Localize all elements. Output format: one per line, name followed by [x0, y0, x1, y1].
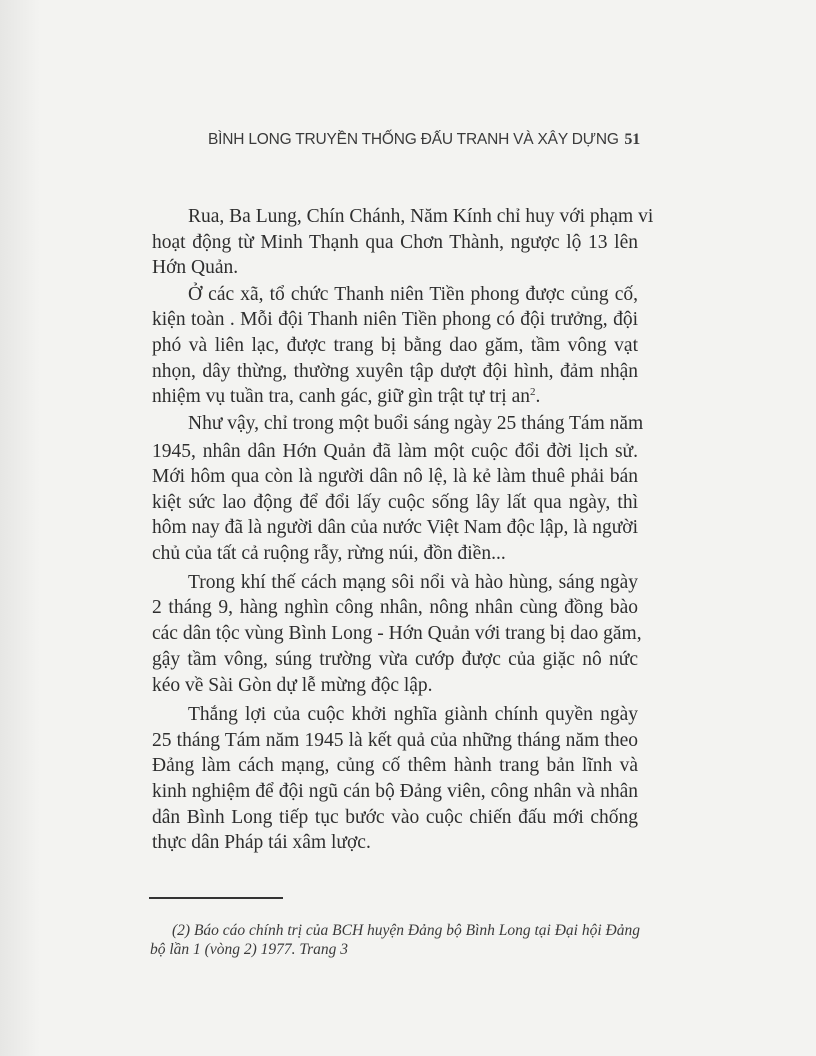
running-header: [208, 131, 640, 155]
text-line: [152, 753, 638, 779]
scan-shadow: [0, 0, 40, 1056]
text-line-content: các dân tộc vùng Bình Long - Hớn Quản với trang bị dao găm,: [152, 623, 642, 644]
text-line-content: Đảng làm cách mạng, củng cố thêm hành trang bản lĩnh và: [152, 755, 638, 776]
text-line: [152, 647, 638, 673]
text-line: [152, 359, 638, 385]
text-line-content: kiện toàn . Mỗi đội Thanh niên Tiền phong có đội trưởng, đội: [152, 309, 638, 330]
text-line-content: Như vậy, chỉ trong một buổi sáng ngày 25 tháng Tám năm: [188, 413, 644, 434]
header-title: BÌNH LONG TRUYỀN THỐNG ĐẤU TRANH VÀ XÂY DỰNG: [208, 131, 619, 148]
text-line: [152, 830, 638, 856]
text-line: [152, 595, 638, 621]
text-line-content: Thắng lợi của cuộc khởi nghĩa giành chính quyền ngày: [188, 704, 638, 725]
text-line: [152, 439, 638, 465]
text-line: [152, 541, 638, 567]
text-line-content: nhiệm vụ tuần tra, canh gác, giữ gìn trật tự trị an: [152, 386, 530, 407]
page-number: 51: [624, 131, 640, 148]
text-line-content: 25 tháng Tám năm 1945 là kết quả của những tháng năm theo: [152, 730, 638, 751]
text-line: [152, 384, 638, 410]
text-line-content: Mới hôm qua còn là người dân nô lệ, là kẻ làm thuê phải bán: [152, 466, 638, 487]
text-line: [152, 490, 638, 516]
text-line-content: dân Bình Long tiếp tục bước vào cuộc chiến đấu mới chống: [152, 807, 638, 828]
text-line-content: kinh nghiệm để đội ngũ cán bộ Đảng viên, công nhân và nhân: [152, 781, 638, 802]
text-line: [152, 515, 638, 541]
punctuation: .: [535, 386, 541, 407]
text-line-content: nhọn, dây thừng, thường xuyên tập dượt đội hình, đảm nhận: [152, 361, 638, 382]
footnote-line: bộ lần 1 (vòng 2) 1977. Trang 3: [150, 941, 349, 958]
text-line-content: gậy tầm vông, súng trường vừa cướp được của giặc nô nức: [152, 649, 638, 670]
text-line-content: hoạt động từ Minh Thạnh qua Chơn Thành, ngược lộ 13 lên: [152, 232, 638, 253]
text-line-content: 1945, nhân dân Hớn Quản đã làm một cuộc đổi đời lịch sử.: [152, 441, 638, 462]
footnote-rule: [149, 897, 283, 899]
text-line: [152, 333, 638, 359]
text-line: [152, 673, 638, 699]
text-line: [152, 230, 638, 256]
footnote-line: (2) Báo cáo chính trị của BCH huyện Đảng bộ Bình Long tại Đại hội Đảng: [172, 922, 640, 939]
text-line-content: Rua, Ba Lung, Chín Chánh, Năm Kính chỉ huy với phạm vi: [188, 206, 654, 227]
text-line-content: chủ của tất cả ruộng rẫy, rừng núi, đồn điền...: [152, 543, 506, 564]
text-line: [152, 805, 638, 831]
text-line: [152, 307, 638, 333]
text-line: [152, 728, 638, 754]
text-line: [152, 779, 638, 805]
text-line: [188, 702, 638, 728]
text-line-content: hôm nay đã là người dân của nước Việt Nam độc lập, là người: [152, 517, 638, 538]
text-line-content: Hớn Quản.: [152, 257, 239, 278]
text-line-content: Trong khí thế cách mạng sôi nổi và hào hùng, sáng ngày: [188, 572, 638, 593]
text-line-content: Ở các xã, tổ chức Thanh niên Tiền phong được củng cố,: [188, 284, 638, 305]
text-line-content: thực dân Pháp tái xâm lược.: [152, 832, 371, 853]
footnote-reference: 2: [529, 386, 536, 398]
text-line-content: 2 tháng 9, hàng nghìn công nhân, nông nhân cùng đồng bào: [152, 597, 638, 618]
text-line: [188, 570, 638, 596]
text-line: [188, 204, 654, 230]
text-line: [152, 464, 638, 490]
text-line: [152, 255, 638, 281]
text-line-content: kiệt sức lao động để đổi lấy cuộc sống lây lất qua ngày, thì: [152, 492, 638, 513]
text-line: [188, 411, 644, 437]
text-line-content: kéo về Sài Gòn dự lễ mừng độc lập.: [152, 675, 433, 696]
text-line-content: phó và liên lạc, được trang bị bằng dao găm, tầm vông vạt: [152, 335, 638, 356]
text-line: [152, 621, 642, 647]
text-line: [188, 282, 638, 308]
